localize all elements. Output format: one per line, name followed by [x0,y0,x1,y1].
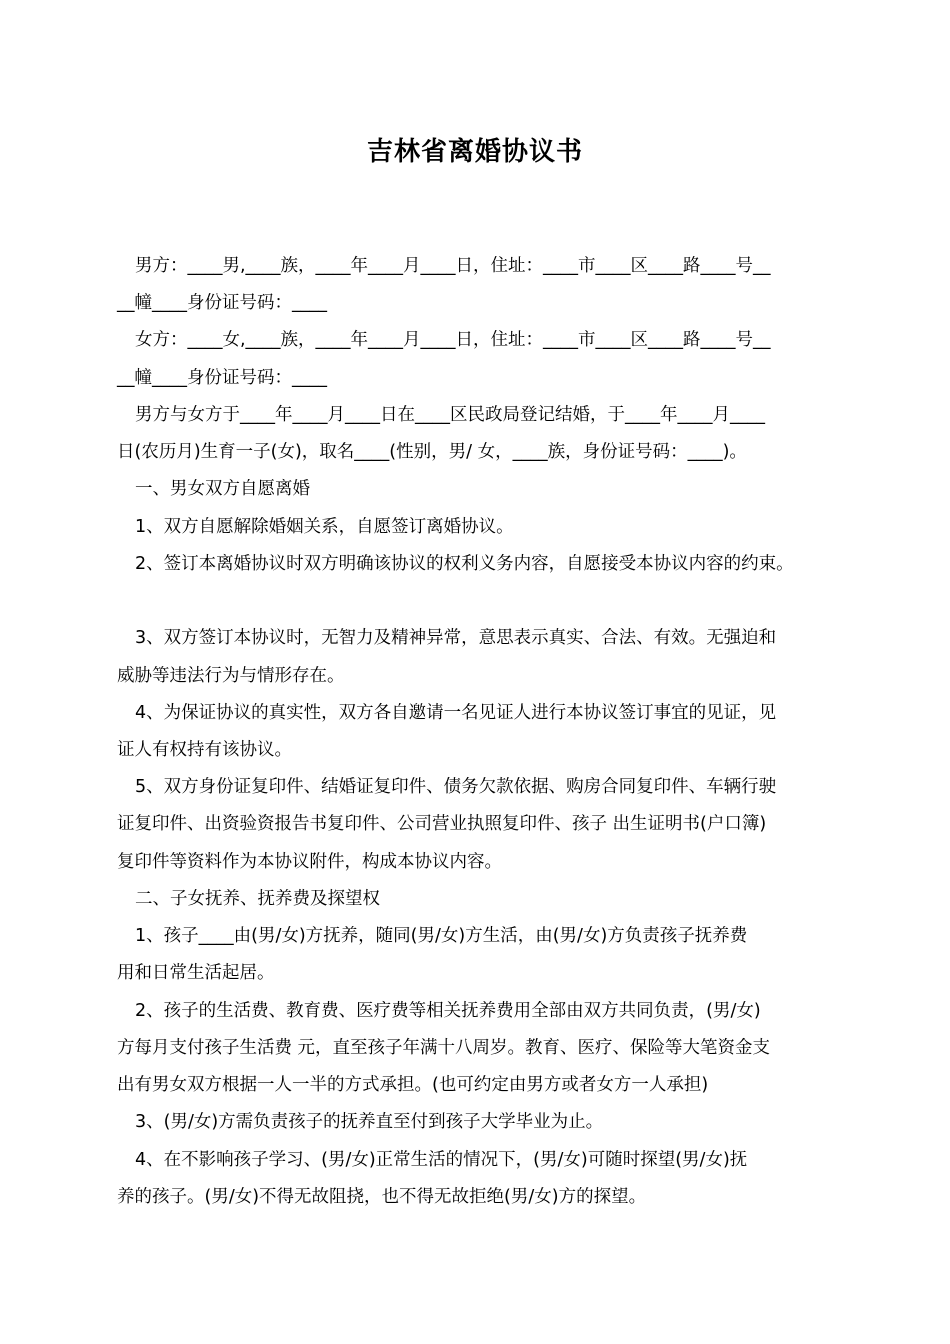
section-heading-1: 一、男女双方自愿离婚 [135,479,310,499]
clause-1-5-line-2: 证复印件、出资验资报告书复印件、公司营业执照复印件、孩子 出生证明书(户口簿) [117,814,767,834]
section-heading-2: 二、子女抚养、抚养费及探望权 [135,889,380,909]
clause-2-4-line-2: 养的孩子。(男/女)不得无故阻挠，也不得无故拒绝(男/女)方的探望。 [117,1187,647,1207]
female-party-line-2: __幢____身份证号码：____ [117,368,327,388]
clause-2-2-line-1: 2、孩子的生活费、教育费、医疗费等相关抚养费用全部由双方共同负责，(男/女) [135,1001,761,1021]
document-title: 吉林省离婚协议书 [366,137,583,167]
clause-2-1-line-1: 1、孩子____由(男/女)方抚养，随同(男/女)方生活，由(男/女)方负责孩子抚养费 [135,926,748,946]
female-party-line-1: 女方：____女,____族，____年____月____日，住址：____市____区____路____号__ [135,330,771,350]
clause-2-1-line-2: 用和日常生活起居。 [117,963,275,983]
clause-2-2-line-3: 出有男女双方根据一人一半的方式承担。(也可约定由男方或者女方一人承担) [117,1075,709,1095]
marriage-info-line-1: 男方与女方于____年____月____日在____区民政局登记结婚，于____年____月____ [135,405,765,425]
clause-2-2-line-2: 方每月支付孩子生活费 元，直至孩子年满十八周岁。教育、医疗、保险等大笔资金支 [117,1038,771,1058]
male-party-line-2: __幢____身份证号码：____ [117,293,327,313]
clause-1-3-line-1: 3、双方签订本协议时，无智力及精神异常，意思表示真实、合法、有效。无强迫和 [135,628,777,648]
marriage-info-line-2: 日(农历月)生育一子(女)，取名____(性别，男/ 女，____族，身份证号码：____)。 [117,442,747,462]
clause-1-2: 2、签订本离婚协议时双方明确该协议的权利义务内容，自愿接受本协议内容的约束。 [135,554,794,574]
clause-2-4-line-1: 4、在不影响孩子学习、(男/女)正常生活的情况下，(男/女)可随时探望(男/女)抚 [135,1150,748,1170]
clause-1-1: 1、双方自愿解除婚姻关系，自愿签订离婚协议。 [135,517,514,537]
clause-1-3-line-2: 威胁等违法行为与情形存在。 [117,666,345,686]
clause-1-4-line-2: 证人有权持有该协议。 [117,740,292,760]
clause-2-3: 3、(男/女)方需负责孩子的抚养直至付到孩子大学毕业为止。 [135,1112,604,1132]
clause-1-5-line-1: 5、双方身份证复印件、结婚证复印件、债务欠款依据、购房合同复印件、车辆行驶 [135,777,777,797]
clause-1-5-line-3: 复印件等资料作为本协议附件，构成本协议内容。 [117,852,502,872]
male-party-line-1: 男方：____男,____族，____年____月____日，住址：____市____区____路____号__ [135,256,771,276]
clause-1-4-line-1: 4、为保证协议的真实性，双方各自邀请一名见证人进行本协议签订事宜的见证，见 [135,703,777,723]
